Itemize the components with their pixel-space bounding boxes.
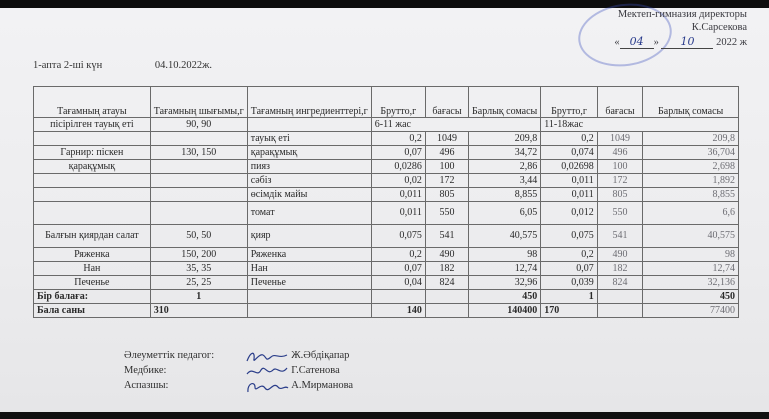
header-ingredients: Тағамның ингредиенттері,г — [247, 87, 371, 118]
header-brutto-2: Брутто,г — [541, 87, 597, 118]
dish-name: пісірілген тауық еті — [34, 118, 151, 132]
dish-name: Нан — [34, 262, 151, 276]
total-cell: 6,05 — [469, 202, 541, 225]
portion-cell: 35, 35 — [150, 262, 247, 276]
ingredient-cell: сәбіз — [247, 174, 371, 188]
portion-cell — [150, 132, 247, 146]
total-cell: 8,855 — [469, 188, 541, 202]
per-child-row — [34, 290, 739, 304]
signature-scribble-2 — [245, 364, 289, 378]
price-cell: 490 — [597, 248, 643, 262]
brutto-cell: 0,075 — [541, 225, 597, 248]
approval-title: Мектеп-гимназия директоры — [617, 9, 747, 20]
approval-day: 04 — [620, 35, 654, 49]
children-total-1: 140400 — [469, 304, 541, 318]
children-count-row — [34, 304, 739, 318]
children-count-1: 310 — [150, 304, 247, 318]
portion-cell — [150, 188, 247, 202]
signature-scribble-1 — [245, 349, 289, 363]
portion-cell — [150, 174, 247, 188]
ingredient-cell: Печенье — [247, 276, 371, 290]
price-cell: 172 — [597, 174, 643, 188]
brutto-cell: 0,0286 — [371, 160, 425, 174]
total-cell: 34,72 — [469, 146, 541, 160]
dish-name — [34, 188, 151, 202]
price-cell: 100 — [425, 160, 468, 174]
total-cell: 3,44 — [469, 174, 541, 188]
total-cell: 40,575 — [469, 225, 541, 248]
dish-name: Гарнир: піскен — [34, 146, 151, 160]
dish-name: қарақұмық — [34, 160, 151, 174]
empty-cell — [371, 290, 425, 304]
brutto-cell: 0,011 — [371, 202, 425, 225]
dish-name: Печенье — [34, 276, 151, 290]
week-day: 1-апта 2-ші күн — [33, 60, 103, 71]
ingredient-cell: қияр — [247, 225, 371, 248]
ingredient-cell: Нан — [247, 262, 371, 276]
brutto-cell: 0,07 — [541, 262, 597, 276]
children-count-3: 170 — [541, 304, 597, 318]
menu-table — [33, 86, 739, 318]
age-group-2: 11-18жас — [541, 118, 739, 132]
table-row — [34, 160, 739, 174]
dish-name — [34, 132, 151, 146]
signature-row-2 — [124, 363, 353, 378]
total-cell: 40,575 — [643, 225, 739, 248]
table-row — [34, 174, 739, 188]
price-cell: 550 — [425, 202, 468, 225]
approval-block — [614, 8, 747, 49]
price-cell: 805 — [597, 188, 643, 202]
total-cell: 12,74 — [643, 262, 739, 276]
ingredient-cell: Ряженка — [247, 248, 371, 262]
table-row — [34, 202, 739, 225]
price-cell: 541 — [425, 225, 468, 248]
table-row — [34, 188, 739, 202]
table-row — [34, 262, 739, 276]
portion-cell — [150, 202, 247, 225]
children-count-2: 140 — [371, 304, 425, 318]
header-price-2: бағасы — [597, 87, 643, 118]
approval-month: 10 — [661, 35, 713, 49]
signature-name-3: А.Мирманова — [291, 380, 354, 391]
brutto-cell: 0,011 — [371, 188, 425, 202]
per-child-total-2: 450 — [643, 290, 739, 304]
brutto-cell: 0,012 — [541, 202, 597, 225]
table-row — [34, 225, 739, 248]
portion-cell: 25, 25 — [150, 276, 247, 290]
ingredient-cell: өсімдік майы — [247, 188, 371, 202]
total-cell: 32,136 — [643, 276, 739, 290]
portion-cell: 90, 90 — [150, 118, 247, 132]
signature-row-3 — [124, 378, 353, 393]
price-cell: 805 — [425, 188, 468, 202]
per-child-label: Бір балаға: — [34, 290, 151, 304]
top-edge — [0, 0, 769, 8]
total-cell: 209,8 — [643, 132, 739, 146]
table-row — [34, 276, 739, 290]
per-child-brutto-2: 1 — [541, 290, 597, 304]
header-brutto-1: Брутто,г — [371, 87, 425, 118]
dish-name — [34, 202, 151, 225]
price-cell: 1049 — [425, 132, 468, 146]
menu-date: 04.10.2022ж. — [154, 60, 212, 71]
empty-cell — [247, 304, 371, 318]
price-cell: 541 — [597, 225, 643, 248]
signature-role-2: Медбике: — [124, 365, 167, 376]
header-dish: Тағамның атауы — [34, 87, 151, 118]
total-cell: 98 — [469, 248, 541, 262]
total-cell: 98 — [643, 248, 739, 262]
empty-cell — [597, 290, 643, 304]
header-portion: Тағамның шығымы,г — [150, 87, 247, 118]
ingredient-cell: томат — [247, 202, 371, 225]
brutto-cell: 0,07 — [371, 262, 425, 276]
per-child-portion: 1 — [150, 290, 247, 304]
empty-cell — [425, 304, 468, 318]
brutto-cell: 0,02 — [371, 174, 425, 188]
brutto-cell: 0,075 — [371, 225, 425, 248]
approval-year: 2022 ж — [716, 37, 747, 48]
empty-cell — [425, 290, 468, 304]
ingredient-cell — [247, 118, 371, 132]
per-child-total-1: 450 — [469, 290, 541, 304]
portion-cell: 50, 50 — [150, 225, 247, 248]
total-cell: 8,855 — [643, 188, 739, 202]
total-cell: 12,74 — [469, 262, 541, 276]
table-row — [34, 146, 739, 160]
header-total-1: Барлық сомасы — [469, 87, 541, 118]
price-cell: 172 — [425, 174, 468, 188]
header-price-1: бағасы — [425, 87, 468, 118]
header-total-2: Барлық сомасы — [643, 87, 739, 118]
brutto-cell: 0,074 — [541, 146, 597, 160]
table-row — [34, 248, 739, 262]
brutto-cell: 0,2 — [541, 132, 597, 146]
price-cell: 496 — [425, 146, 468, 160]
ingredient-cell: пияз — [247, 160, 371, 174]
dish-name: Балғын қиярдан салат — [34, 225, 151, 248]
total-cell: 209,8 — [469, 132, 541, 146]
total-cell: 2,698 — [643, 160, 739, 174]
header-row — [34, 87, 739, 118]
signature-scribble-3 — [245, 379, 289, 393]
empty-cell — [247, 290, 371, 304]
portion-cell: 150, 200 — [150, 248, 247, 262]
day-line — [33, 60, 262, 71]
age-group-1: 6-11 жас — [371, 118, 541, 132]
total-cell: 6,6 — [643, 202, 739, 225]
price-cell: 824 — [425, 276, 468, 290]
signature-block — [124, 348, 353, 393]
ingredient-cell: қарақұмық — [247, 146, 371, 160]
price-cell: 824 — [597, 276, 643, 290]
price-cell: 550 — [597, 202, 643, 225]
dish-name: Ряженка — [34, 248, 151, 262]
brutto-cell: 0,2 — [371, 248, 425, 262]
price-cell: 496 — [597, 146, 643, 160]
empty-cell — [597, 304, 643, 318]
brutto-cell: 0,011 — [541, 174, 597, 188]
price-cell: 1049 — [597, 132, 643, 146]
brutto-cell: 0,011 — [541, 188, 597, 202]
approval-name: К.Сарсекова — [691, 22, 747, 33]
signature-role-3: Аспазшы: — [124, 380, 169, 391]
signature-name-1: Ж.Әбдіқапар — [291, 350, 350, 361]
signature-row-1 — [124, 348, 353, 363]
total-cell: 36,704 — [643, 146, 739, 160]
bottom-edge — [0, 412, 769, 419]
brutto-cell: 0,2 — [371, 132, 425, 146]
price-cell: 100 — [597, 160, 643, 174]
table-row — [34, 118, 739, 132]
children-total-2: 77400 — [643, 304, 739, 318]
portion-cell: 130, 150 — [150, 146, 247, 160]
total-cell: 32,96 — [469, 276, 541, 290]
signature-name-2: Г.Сатенова — [291, 365, 340, 376]
dish-name — [34, 174, 151, 188]
total-cell: 2,86 — [469, 160, 541, 174]
children-label: Бала саны — [34, 304, 151, 318]
ingredient-cell: тауық еті — [247, 132, 371, 146]
price-cell: 490 — [425, 248, 468, 262]
approval-date: « 04 » 10 2022 ж — [614, 35, 747, 48]
price-cell: 182 — [425, 262, 468, 276]
brutto-cell: 0,039 — [541, 276, 597, 290]
brutto-cell: 0,07 — [371, 146, 425, 160]
signature-role-1: Әлеуметтік педагог: — [124, 350, 215, 361]
brutto-cell: 0,02698 — [541, 160, 597, 174]
price-cell: 182 — [597, 262, 643, 276]
portion-cell — [150, 160, 247, 174]
total-cell: 1,892 — [643, 174, 739, 188]
brutto-cell: 0,04 — [371, 276, 425, 290]
brutto-cell: 0,2 — [541, 248, 597, 262]
table-row — [34, 132, 739, 146]
